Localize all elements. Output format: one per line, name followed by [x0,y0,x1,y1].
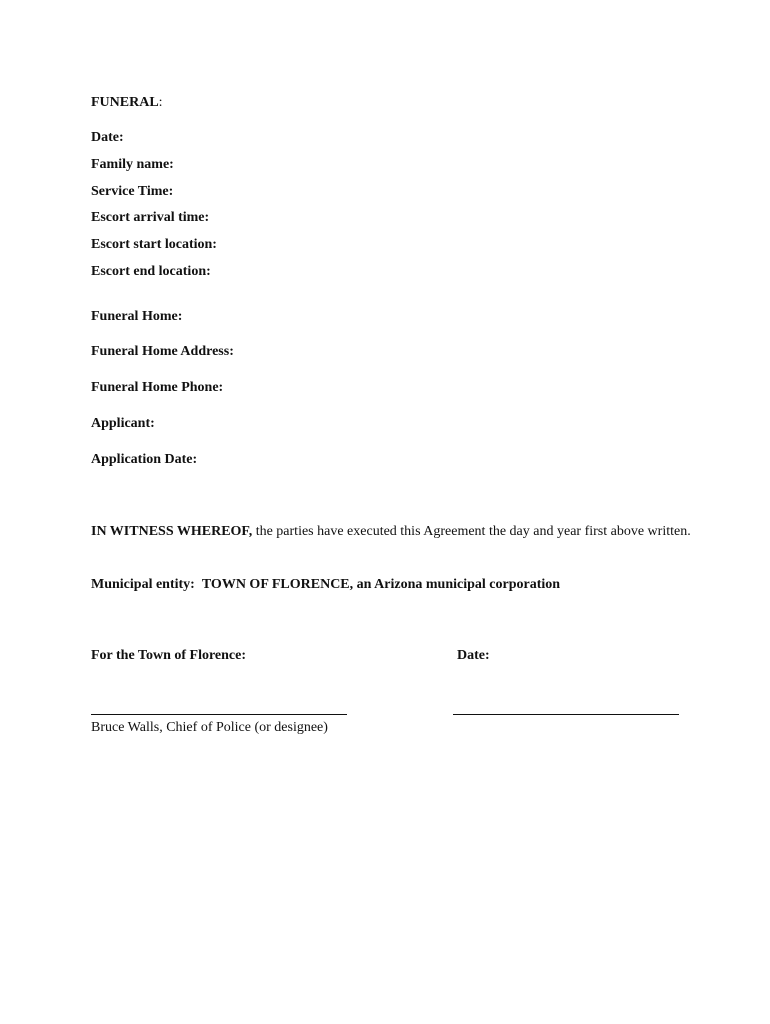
heading-colon: : [158,95,163,110]
for-town-label: For the Town of Florence: [91,648,247,663]
field-application-date-label: Application Date: [91,452,198,467]
signature-line [91,714,347,715]
signer-name: Bruce Walls, Chief of Police (or designee) [91,720,328,735]
field-funeral-home-phone-label: Funeral Home Phone: [91,380,224,395]
field-applicant-label: Applicant: [91,416,155,431]
witness-lead: IN WITNESS WHEREOF, [91,524,253,539]
municipal-entity-line [91,577,560,593]
field-escort-end-location-label: Escort end location: [91,264,211,279]
field-date-label: Date: [91,130,124,145]
document-heading [91,95,163,111]
signature-date-label: Date: [457,648,490,663]
municipal-entity-value: TOWN OF FLORENCE, an Arizona municipal corporation [201,577,561,592]
municipal-entity-label: Municipal entity: [91,577,195,592]
field-escort-arrival-time-label: Escort arrival time: [91,210,210,225]
field-escort-start-location-label: Escort start location: [91,237,217,252]
date-signature-line [453,714,679,715]
witness-text: the parties have executed this Agreement the day and year first above written. [252,524,691,539]
witness-paragraph [91,523,691,541]
heading-title: FUNERAL [91,95,159,110]
field-funeral-home-address-label: Funeral Home Address: [91,344,234,359]
field-family-name-label: Family name: [91,157,174,172]
field-funeral-home-label: Funeral Home: [91,309,183,324]
field-service-time-label: Service Time: [91,184,174,199]
